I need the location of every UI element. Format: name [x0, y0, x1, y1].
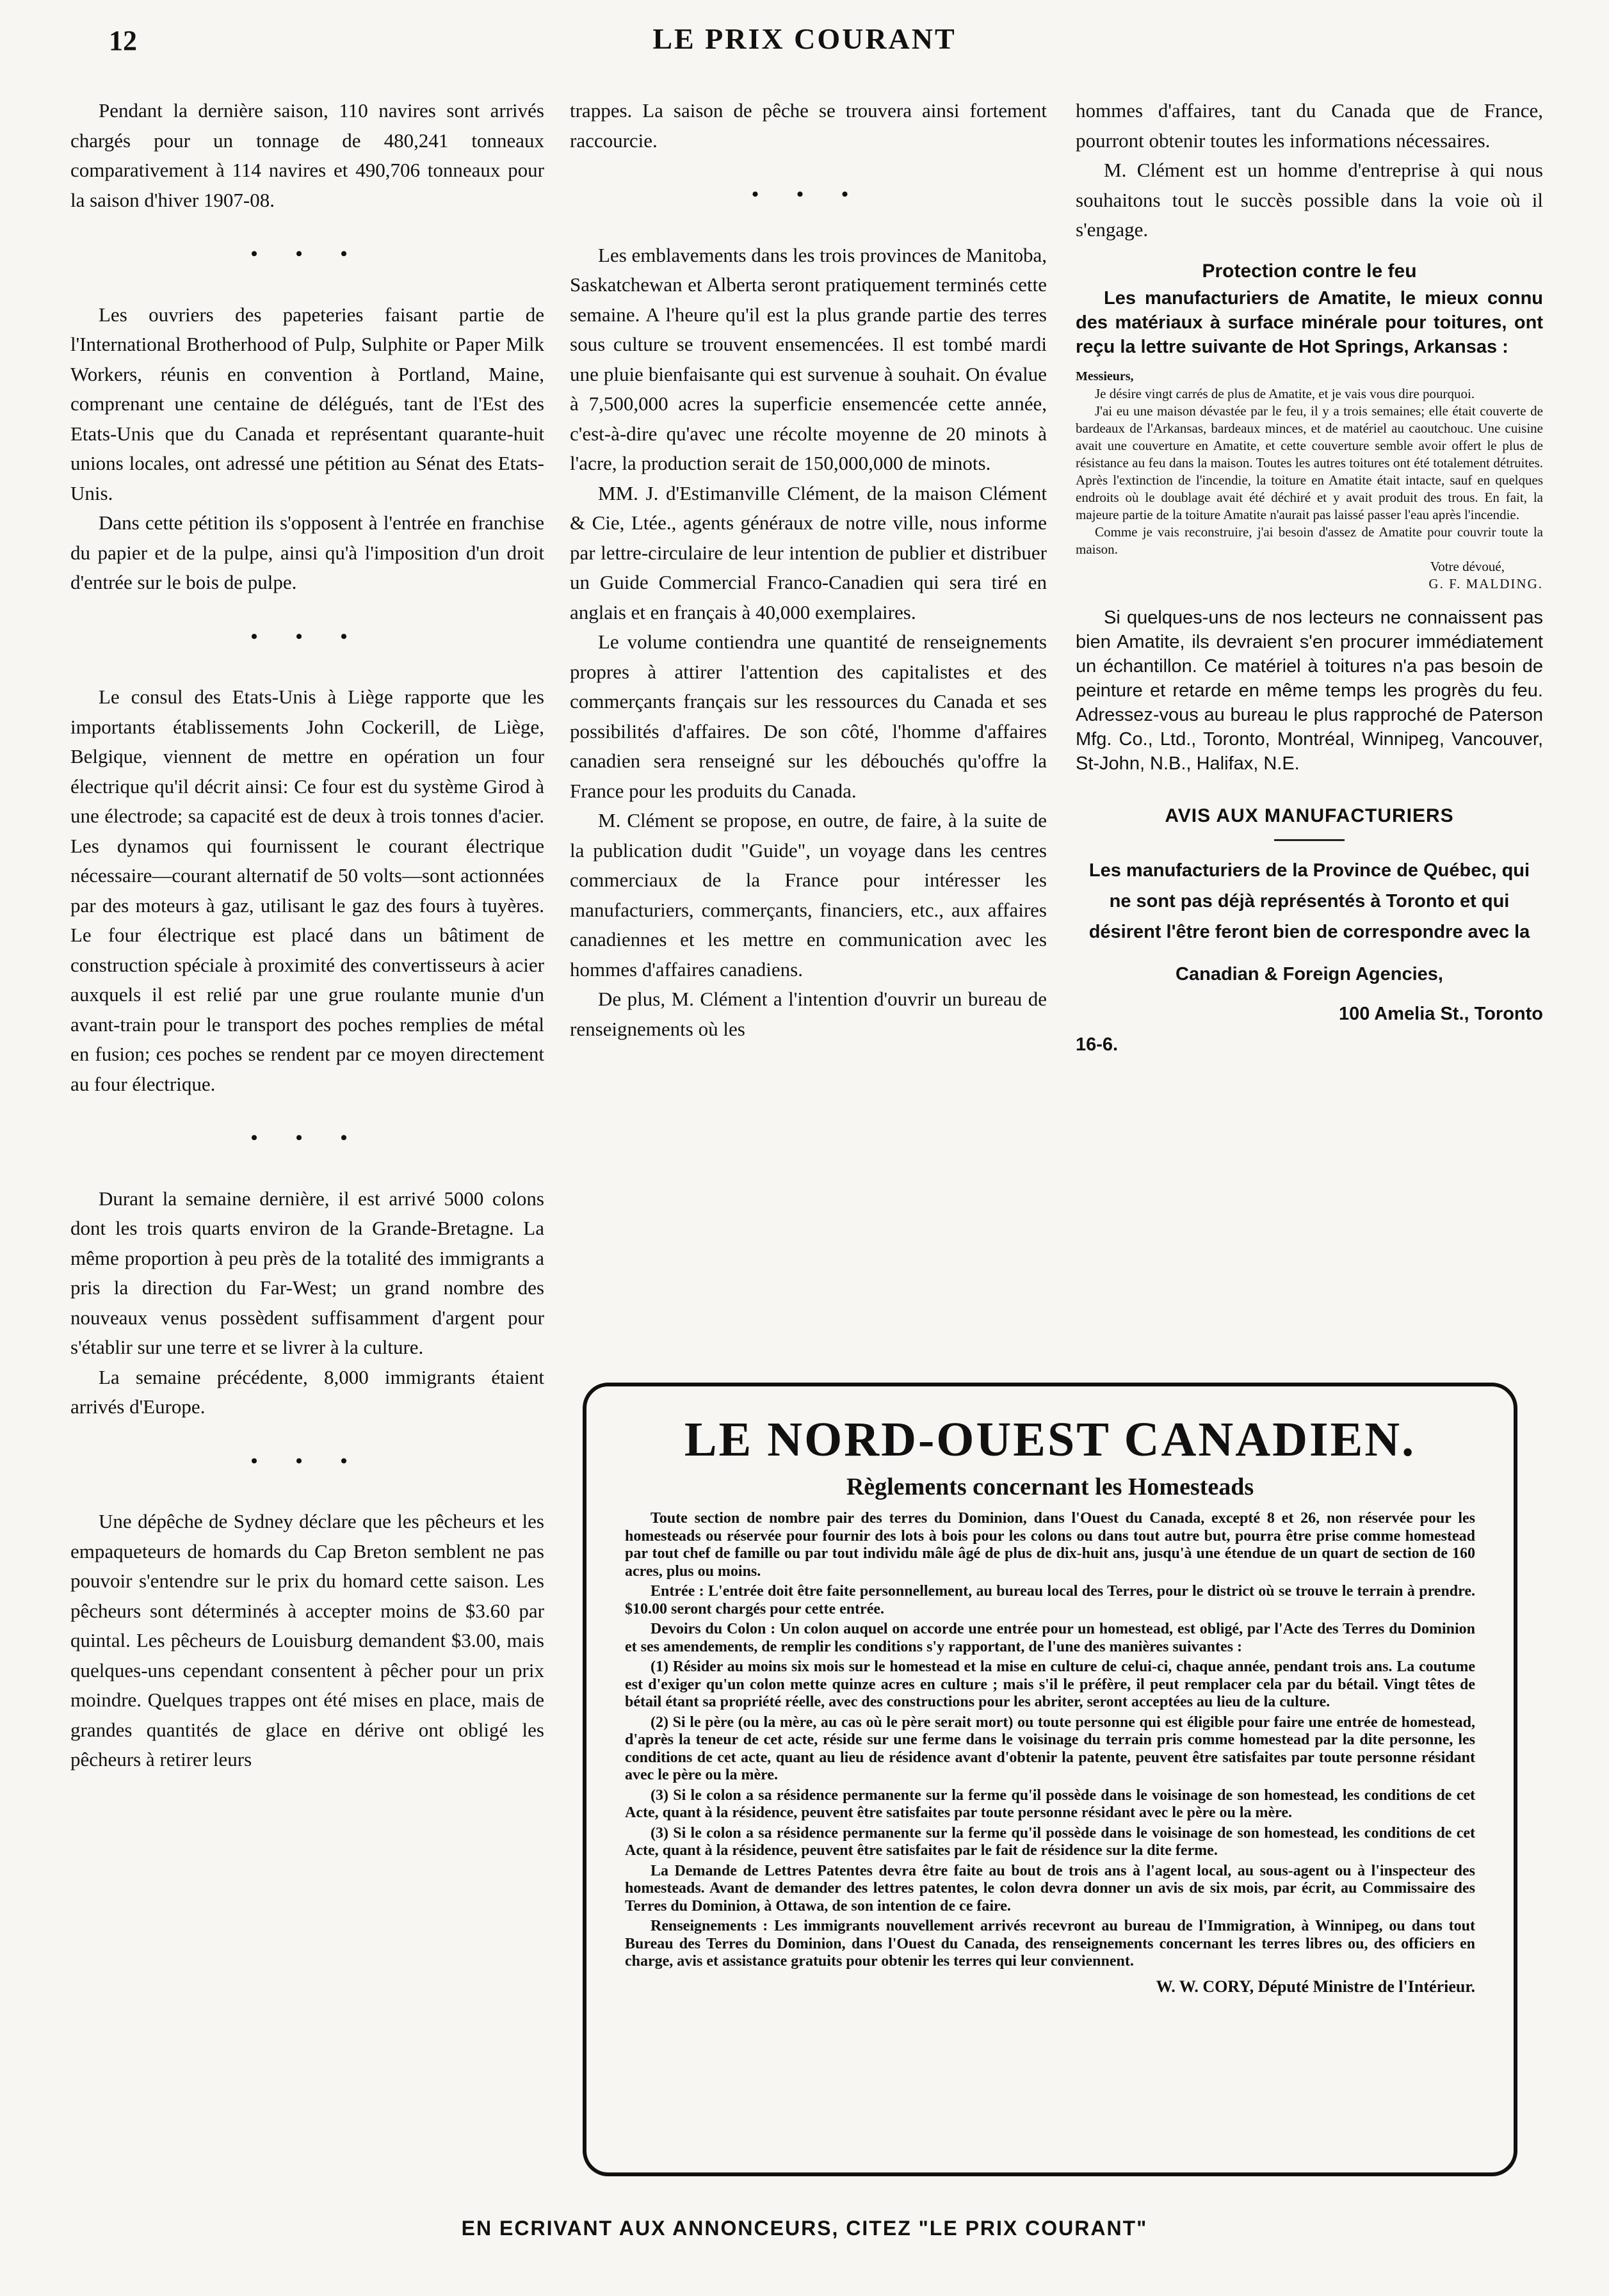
ad-paragraph	[625, 1863, 1475, 1916]
article-paragraph: MM. J. d'Estimanville Clément, de la maison Clément & Cie, Ltée., agents généraux de notre ville, nous informe par lettre-circulaire de leur intention de publier et distribuer un Guide Commercial Franco-Canadien qui sera tiré en anglais et en français à 40,000 exemplaires.	[570, 481, 1047, 623]
section-heading-fire: Protection contre le feu	[1202, 260, 1417, 282]
section-separator: • • •	[250, 243, 364, 264]
article-paragraph: hommes d'affaires, tant du Canada que de France, pourront obtenir toutes les informations nécessaires.	[1076, 99, 1543, 152]
heading-rule	[1274, 839, 1345, 841]
avis-address: 100 Amelia St., Toronto	[1338, 1003, 1543, 1024]
letter-paragraph: J'ai eu une maison dévastée par le feu, il y a trois semaines; elle était couverte de bardeaux de l'Arkansas, bardeaux minces, et de matériel au caoutchouc. Une cuisine avait une couverture en Amatite, et cette couverture semble avoir offert le plus de résistance au feu dans la maison. Toutes les autres toitures ont été totalement détruites. Après l'extinction de l'incendie, la toiture en Amatite était intacte, sauf en quelques endroits où le doublage avait été déchiré et y avait produit des trous. En fait, la majeure partie de la toiture Amatite n'aurait pas laissé passer l'eau après l'incendie.	[1076, 403, 1543, 522]
ad-paragraph: (1) Résider au moins six mois sur le homestead et la mise en culture de celui-ci, chaque année, pendant trois ans. La coutume est d'exiger qu'un colon mette quinze acres en culture ; mais s'il le préfère, il peut remplacer cela par du bétail. Vingt têtes de bétail étant sa propriété réelle, avec des constructions pour les abriter, seront acceptées au lieu de la culture.	[625, 1658, 1475, 1710]
ad-body	[625, 1510, 1475, 1971]
ad-text: Un colon auquel on accorde une entrée pour un homestead, est obligé, par l'Acte des Terres du Dominion et ses amendements, de remplir les conditions s'y rapportant, de l'une des manières suivantes :	[625, 1621, 1476, 1655]
letter-paragraph: Je désire vingt carrés de plus de Amatite, et je vais vous dire pourquoi.	[1095, 386, 1475, 401]
letter-closing: Votre dévoué,	[1430, 559, 1505, 574]
article-paragraph: De plus, M. Clément a l'intention d'ouvrir un bureau de renseignements où les	[570, 988, 1047, 1040]
article-paragraph: Dans cette pétition ils s'opposent à l'entrée en franchise du papier et de la pulpe, ainsi qu'à l'imposition d'un droit d'entrée sur le bois de pulpe.	[70, 511, 544, 593]
section-separator: • • •	[250, 1127, 364, 1148]
article-paragraph: Durant la semaine dernière, il est arrivé 5000 colons dont les trois quarts environ de la Grande-Bretagne. La même proportion à peu près de la totalité des immigrants a pris la direction du Far-West; un grand nombre des nouveaux venus possèdent suffisamment d'argent pour s'établir sur une terre et se livrer à la culture.	[70, 1187, 544, 1358]
avis-text: Les manufacturiers de la Province de Québec, qui ne sont pas déjà représentés à Toronto et qui désirent l'être feront bien de correspondre avec la	[1088, 860, 1530, 942]
letter-paragraph: Comme je vais reconstruire, j'ai besoin d'assez de Amatite pour couvrir toute la maison.	[1076, 524, 1543, 557]
homestead-advertisement	[583, 1383, 1517, 2176]
article-paragraph: Une dépêche de Sydney déclare que les pêcheurs et les empaqueteurs de homards du Cap Breton semblent ne pas pouvoir s'entendre sur le prix du homard cette saison. Les pêcheurs sont déterminés à accepter moins de $3.60 par quintal. Les pêcheurs de Louisburg demandent $3.00, mais quelques-uns cependant consentent à pêcher pour un prix moindre. Quelques trappes ont été mises en place, mais de grandes quantités de glace en dérive ont obligé les pêcheurs à retirer leurs	[70, 1510, 544, 1770]
article-paragraph: Les manufacturiers de Amatite, le mieux connu des matériaux à surface minérale pour toitures, ont reçu la lettre suivante de Hot Springs, Arkansas :	[1076, 288, 1543, 357]
ad-lead: La Demande de Lettres Patentes	[651, 1862, 873, 1879]
ad-text: L'entrée doit être faite personnellement, au bureau local des Terres, pour le district où se trouve le terrain à prendre. $10.00 seront chargés pour cette entrée.	[625, 1583, 1476, 1618]
ad-paragraph	[625, 1583, 1475, 1618]
article-paragraph: La semaine précédente, 8,000 immigrants étaient arrivés d'Europe.	[70, 1365, 544, 1418]
ad-paragraph	[625, 1918, 1475, 1971]
running-title: LE PRIX COURANT	[652, 22, 957, 55]
article-paragraph: Les ouvriers des papeteries faisant partie de l'International Brotherhood of Pulp, Sulphite or Paper Milk Workers, réunis en convention à Portland, Maine, comprenant une centaine de délégués, tant de l'Est des Etats-Unis que du Canada et représentant quarante-huit unions locales, ont adressé une pétition au Sénat des Etats-Unis.	[70, 303, 544, 504]
section-separator: • • •	[250, 1450, 364, 1472]
ad-subtitle: Règlements concernant les Homesteads	[846, 1473, 1254, 1500]
article-paragraph: Le volume contiendra une quantité de renseignements propres à attirer l'attention des capitalistes et des commerçants français sur les ressources du Canada et ses possibilités d'affaires. De son côté, l'homme d'affaires canadien sera renseigné sur les débouchés qu'offre la France pour les produits du Canada.	[570, 630, 1047, 802]
avis-reference: 16-6.	[1076, 1034, 1119, 1055]
quoted-letter	[1076, 368, 1543, 593]
article-paragraph: M. Clément est un homme d'entreprise à qui nous souhaitons tout le succès possible dans la voie où il s'engage.	[1076, 159, 1543, 241]
ad-paragraph: Toute section de nombre pair des terres du Dominion, dans l'Ouest du Canada, excepté 8 et 26, non réservée pour les homesteads ou réservée pour fournir des lots à bois pour les colons ou dans tout autre but, pourra être prise comme homestead par tout chef de famille ou par tout individu mâle âgé de plus de dix-huit ans, jusqu'à une étendue de un quart de section de 160 acres, plus ou moins.	[625, 1510, 1475, 1580]
article-paragraph: M. Clément se propose, en outre, de faire, à la suite de la publication dudit "Guide", un voyage dans les centres commerciaux de la France pour intéresser les manufacturiers, commerçants, financiers, etc., aux affaires canadiennes et les mettre en communication avec les hommes d'affaires canadiens.	[570, 809, 1047, 981]
article-paragraph: Si quelques-uns de nos lecteurs ne connaissent pas bien Amatite, ils devraient s'en procurer immédiatement un échantillon. Ce matériel à toitures n'a pas besoin de peinture et retarde en même temps les progrès du feu. Adressez-vous au bureau le plus rapproché de Paterson Mfg. Co., Ltd., Toronto, Montréal, Winnipeg, Vancouver, St-John, N.B., Halifax, N.E.	[1076, 607, 1543, 774]
article-paragraph: Les emblavements dans les trois provinces de Manitoba, Saskatchewan et Alberta seront pratiquement terminés cette semaine. A l'heure qu'il est la plus grande partie des terres sous culture se trouvent ensemencées. Il est tombé mardi une pluie bienfaisante qui est survenue à souhait. On évalue à 7,500,000 acres la superficie ensemencée cette année, c'est-à-dire qu'avec une récolte moyenne de 20 minots à l'acre, la production serait de 150,000,000 de minots.	[570, 243, 1047, 474]
letter-salutation: Messieurs,	[1076, 369, 1134, 383]
avis-notice	[1076, 855, 1543, 1060]
avis-company: Canadian & Foreign Agencies,	[1176, 963, 1443, 984]
ad-title: LE NORD-OUEST CANADIEN.	[684, 1413, 1416, 1466]
ad-paragraph: (3) Si le colon a sa résidence permanente sur la ferme qu'il possède dans le voisinage de son homestead, les conditions de cet Acte, quant à la résidence, peuvent être satisfaites par toute personne résidant avec le père ou la mère.	[625, 1786, 1475, 1821]
letter-signature: G. F. MALDING.	[1428, 576, 1543, 591]
ad-text: Les immigrants nouvellement arrivés recevront au bureau de l'Immigration, à Winnipeg, ou dans tout Bureau des Terres du Dominion, dans l'Ouest du Canada, des renseignements concernant les terres libres ou, des officiers en charge, avis et assistance gratuits pour obtenir les terres qui leur conviennent.	[625, 1918, 1475, 1970]
page-number: 12	[109, 25, 137, 56]
article-paragraph: Pendant la dernière saison, 110 navires sont arrivés chargés pour un tonnage de 480,241 tonneaux comparativement à 114 navires et 490,706 tonneaux pour la saison d'hiver 1907-08.	[70, 99, 544, 211]
ad-lead: Renseignements :	[651, 1918, 768, 1934]
column-3	[1076, 96, 1543, 1060]
page-footer: EN ECRIVANT AUX ANNONCEURS, CITEZ "LE PRIX COURANT"	[461, 2217, 1148, 2240]
article-paragraph: Le consul des Etats-Unis à Liège rapporte que les importants établissements John Cockerill, de Liège, Belgique, viennent de mettre en opération un four électrique qu'il décrit ainsi: Ce four est du système Girod à une électrode; sa capacité est de deux à trois tonnes d'acier. Les dynamos qui fournissent le courant électrique nécessaire—courant alternatif de 50 volts—sont actionnées par des moteurs à gaz, utilisant le gaz des fours à tuyères. Le four électrique est placé dans un bâtiment de construction spéciale à proximité des convertisseurs à acier auxquels il est relié par une grue roulante munie d'un avant-train pour le transport des poches remplies de métal en fusion; ces poches se rendent par ce moyen directement au four électrique.	[70, 686, 544, 1095]
article-paragraph: trappes. La saison de pêche se trouvera ainsi fortement raccourcie.	[570, 99, 1047, 152]
section-heading-avis: AVIS AUX MANUFACTURIERS	[1165, 805, 1454, 826]
section-separator: • • •	[752, 184, 865, 205]
ad-text: devra être faite au bout de trois ans à l'agent local, au sous-agent ou à l'inspecteur des homesteads. Avant de demander des lettres patentes, le colon devra donner un avis de six mois, par écrit, au Commissaire des Terres du Dominion, à Ottawa, de son intention de ce faire.	[625, 1862, 1475, 1915]
section-separator: • • •	[250, 625, 364, 647]
ad-paragraph: (2) Si le père (ou la mère, au cas où le père serait mort) ou toute personne qui est éligible pour faire une entrée de homestead, d'après la teneur de cet acte, réside sur une ferme dans le voisinage du terrain pris comme homestead par la dite personne, les conditions de cet acte, quant au lieu de résidence avant d'obtenir la patente, peuvent être satisfaites par toute personne résidant avec le père ou la mère.	[625, 1714, 1475, 1783]
column-1	[70, 96, 544, 1775]
ad-lead: Devoirs du Colon :	[651, 1621, 776, 1637]
ad-signature: W. W. CORY, Député Ministre de l'Intérieur.	[1156, 1977, 1475, 1996]
ad-lead: Entrée :	[651, 1583, 704, 1600]
ad-paragraph	[625, 1621, 1475, 1656]
column-2	[570, 96, 1047, 1044]
ad-paragraph: (3) Si le colon a sa résidence permanente sur la ferme qu'il possède dans le voisinage de son homestead, les conditions de cet Acte, quant à la résidence, peuvent être satisfaites par le fait de résidence sur la dite ferme.	[625, 1824, 1475, 1859]
